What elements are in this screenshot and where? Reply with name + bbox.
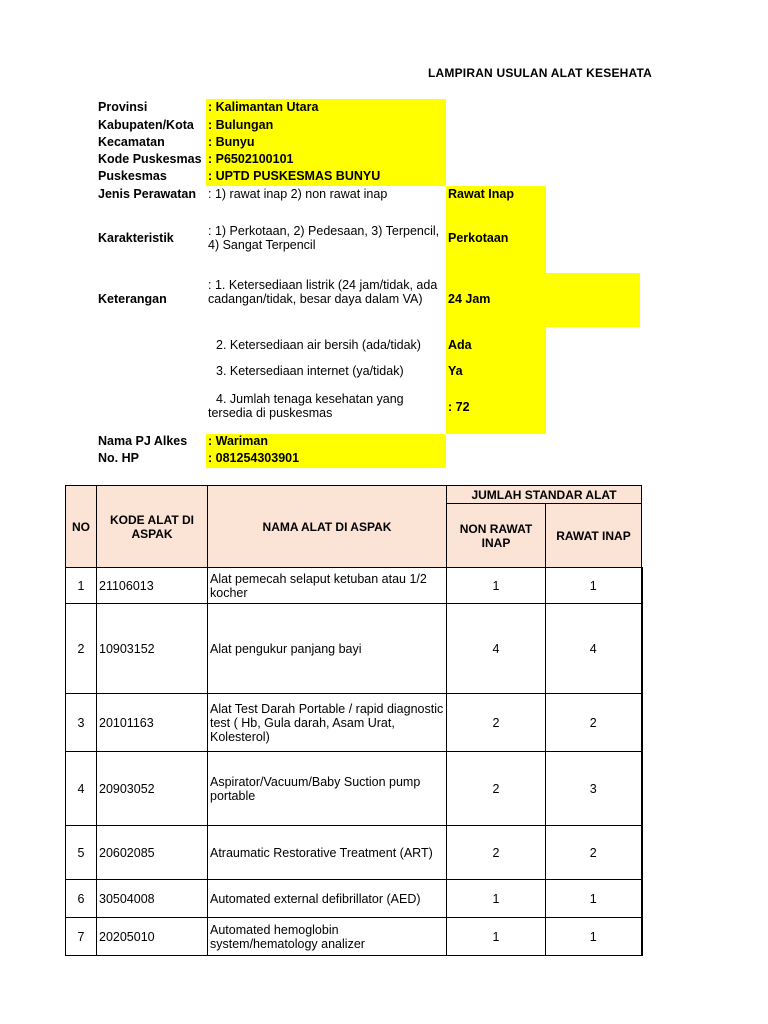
kecamatan-value: : Bunyu — [208, 135, 255, 149]
row-rawat: 4 — [546, 604, 642, 694]
row-kode: 30504008 — [97, 880, 208, 918]
row-nama: Alat pemecah selaput ketuban atau 1/2 kocher — [208, 568, 447, 604]
karakteristik-label: Karakteristik — [98, 231, 174, 245]
table-row — [66, 880, 642, 918]
table-row — [66, 826, 642, 880]
row-no: 4 — [66, 752, 97, 826]
jenis-perawatan-label: Jenis Perawatan — [98, 187, 196, 201]
row-nama: Aspirator/Vacuum/Baby Suction pump portable — [208, 752, 447, 826]
no-hp-label: No. HP — [98, 451, 139, 465]
row-non-rawat: 4 — [447, 604, 546, 694]
equipment-table — [65, 485, 643, 956]
jenis-perawatan-value: Rawat Inap — [448, 187, 514, 201]
jenis-perawatan-options: : 1) rawat inap 2) non rawat inap — [208, 187, 388, 201]
keterangan-air-value: Ada — [448, 338, 472, 352]
keterangan-listrik-text: : 1. Ketersediaan listrik (24 jam/tidak, ada cadangan/tidak, besar daya dalam VA) — [208, 278, 438, 306]
kabupaten-label: Kabupaten/Kota — [98, 118, 194, 132]
puskesmas-value: : UPTD PUSKESMAS BUNYU — [208, 169, 381, 183]
row-nama: Atraumatic Restorative Treatment (ART) — [208, 826, 447, 880]
provinsi-value: : Kalimantan Utara — [208, 100, 319, 114]
table-row — [66, 752, 642, 826]
pj-alkes-label: Nama PJ Alkes — [98, 434, 188, 448]
table-row — [66, 604, 642, 694]
row-kode: 10903152 — [97, 604, 208, 694]
no-hp-value: : 081254303901 — [208, 451, 300, 465]
row-nama: Automated hemoglobin system/hematology analizer — [208, 918, 447, 956]
karakteristik-value: Perkotaan — [448, 231, 509, 245]
header-rawat: RAWAT INAP — [546, 504, 642, 568]
keterangan-internet-value: Ya — [448, 364, 463, 378]
provinsi-label: Provinsi — [98, 100, 148, 114]
row-no: 6 — [66, 880, 97, 918]
row-nama: Automated external defibrillator (AED) — [208, 880, 447, 918]
row-no: 3 — [66, 694, 97, 752]
row-nama: Alat Test Darah Portable / rapid diagnostic test ( Hb, Gula darah, Asam Urat, Kolesterol) — [208, 694, 447, 752]
header-non-rawat: NON RAWAT INAP — [447, 504, 546, 568]
row-kode: 20602085 — [97, 826, 208, 880]
row-non-rawat: 2 — [447, 694, 546, 752]
header-nama: NAMA ALAT DI ASPAK — [208, 486, 447, 568]
header-no: NO — [66, 486, 97, 568]
table-row — [66, 918, 642, 956]
document-title: LAMPIRAN USULAN ALAT KESEHATA — [428, 66, 653, 80]
row-rawat: 2 — [546, 826, 642, 880]
row-nama: Alat pengukur panjang bayi — [208, 604, 447, 694]
row-rawat: 2 — [546, 694, 642, 752]
row-non-rawat: 2 — [447, 826, 546, 880]
table-row — [66, 694, 642, 752]
kode-puskesmas-label: Kode Puskesmas — [98, 152, 202, 166]
row-kode: 20205010 — [97, 918, 208, 956]
keterangan-tenaga-text: 4. Jumlah tenaga kesehatan yang tersedia di puskesmas — [208, 392, 404, 420]
karakteristik-options: : 1) Perkotaan, 2) Pedesaan, 3) Terpencil, 4) Sangat Terpencil — [208, 224, 440, 252]
row-no: 7 — [66, 918, 97, 956]
row-kode: 20101163 — [97, 694, 208, 752]
row-non-rawat: 1 — [447, 918, 546, 956]
keterangan-internet-text: 3. Ketersediaan internet (ya/tidak) — [216, 364, 404, 378]
header-jumlah: JUMLAH STANDAR ALAT — [447, 486, 642, 504]
keterangan-label: Keterangan — [98, 292, 167, 306]
row-rawat: 1 — [546, 568, 642, 604]
row-kode: 20903052 — [97, 752, 208, 826]
keterangan-tenaga-value: : 72 — [448, 400, 470, 414]
row-no: 1 — [66, 568, 97, 604]
row-rawat: 3 — [546, 752, 642, 826]
kabupaten-value: : Bulungan — [208, 118, 274, 132]
row-non-rawat: 1 — [447, 880, 546, 918]
row-kode: 21106013 — [97, 568, 208, 604]
kecamatan-label: Kecamatan — [98, 135, 165, 149]
keterangan-air-text: 2. Ketersediaan air bersih (ada/tidak) — [216, 338, 421, 352]
row-non-rawat: 2 — [447, 752, 546, 826]
keterangan-listrik-value: 24 Jam — [448, 292, 491, 306]
table-row — [66, 568, 642, 604]
row-rawat: 1 — [546, 918, 642, 956]
puskesmas-label: Puskesmas — [98, 169, 167, 183]
kode-puskesmas-value: : P6502100101 — [208, 152, 294, 166]
header-kode: KODE ALAT DI ASPAK — [97, 486, 208, 568]
row-non-rawat: 1 — [447, 568, 546, 604]
pj-alkes-value: : Wariman — [208, 434, 268, 448]
row-no: 2 — [66, 604, 97, 694]
row-no: 5 — [66, 826, 97, 880]
row-rawat: 1 — [546, 880, 642, 918]
